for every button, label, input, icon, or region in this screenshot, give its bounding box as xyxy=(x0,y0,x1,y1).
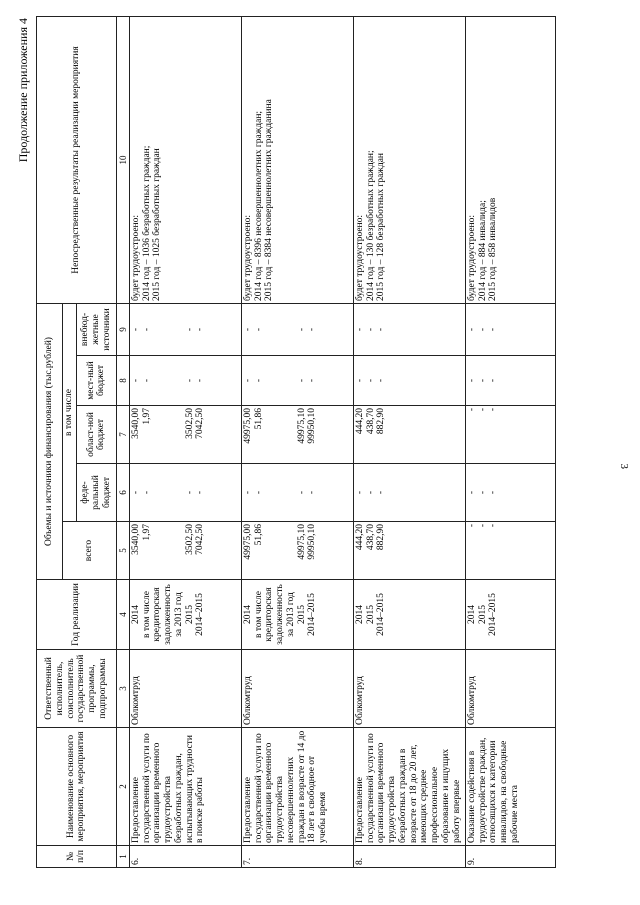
row-extra: - - - - xyxy=(241,303,353,355)
header-local: мест-ный бюджет xyxy=(76,356,116,406)
row-name: Оказание содействия в трудоустройстве граждан, относящихся к категории инвалидов, на свободные рабочие места xyxy=(465,728,555,846)
row-regional: - - - xyxy=(465,406,555,464)
program-table xyxy=(36,16,556,868)
col-number: 10 xyxy=(116,16,129,303)
header-total: всего xyxy=(63,522,117,580)
row-regional: 3540,00 1,97 3502,50 7042,50 xyxy=(129,406,241,464)
row-extra: - - - xyxy=(353,303,465,355)
header-results: Непосредственные результаты реализации мероприятия xyxy=(37,16,117,303)
row-total: 444,20 438,70 882,90 xyxy=(353,522,465,580)
row-local: - - - - xyxy=(129,356,241,406)
table-row xyxy=(353,16,465,867)
header-name: Наименование основного мероприятия, мероприятия xyxy=(37,728,117,846)
row-num: 7. xyxy=(241,846,353,868)
row-total: - - - xyxy=(465,522,555,580)
table-row xyxy=(241,16,353,867)
page-number: 3 xyxy=(618,463,630,469)
header-funding: Объемы и источники финансирования (тыс.рублей) xyxy=(37,303,63,579)
row-total: 3540,00 1,97 3502,50 7042,50 xyxy=(129,522,241,580)
row-name: Предоставление государственной услуги по организации временного трудоустройства безработных граждан в возрасте от 18 до 20 лет, имеющих среднее профессиональное образование и ищущих работу впервые xyxy=(353,728,465,846)
row-name: Предоставление государственной услуги по организации временного трудоустройства несовершеннолетних граждан в возрасте от 14 до 18 лет в свободное от учебы время xyxy=(241,728,353,846)
row-result: будет трудоустроено: 2014 год – 1036 безработных граждан; 2015 год – 1025 безработных граждан xyxy=(129,16,241,303)
row-num: 9. xyxy=(465,846,555,868)
row-local: - - - - xyxy=(241,356,353,406)
row-extra: - - - - xyxy=(129,303,241,355)
col-number: 3 xyxy=(116,650,129,728)
col-number: 6 xyxy=(116,464,129,522)
row-num: 8. xyxy=(353,846,465,868)
continuation-note: Продолжение приложения 4 xyxy=(16,18,30,163)
row-total: 49975,00 51,86 49975,10 99950,10 xyxy=(241,522,353,580)
col-number: 2 xyxy=(116,728,129,846)
col-number: 9 xyxy=(116,303,129,355)
row-result: будет трудоустроено: 2014 год – 8396 несовершеннолетних граждан; 2015 год – 8384 несовершеннолетних гражданина xyxy=(241,16,353,303)
row-regional: 49975,00 51,86 49975,10 99950,10 xyxy=(241,406,353,464)
header-num: № п/п xyxy=(37,846,117,868)
header-regional: област-ной бюджет xyxy=(76,406,116,464)
col-number: 4 xyxy=(116,580,129,650)
table-row xyxy=(465,16,555,867)
row-years: 2014 2015 2014–2015 xyxy=(465,580,555,650)
row-local: - - - xyxy=(465,356,555,406)
col-number: 8 xyxy=(116,356,129,406)
col-number: 1 xyxy=(116,846,129,868)
header-extrabudget: внебюд-жетные источники xyxy=(76,303,116,355)
row-years: 2014 в том числе кредиторская задолженность за 2013 год 2015 2014–2015 xyxy=(241,580,353,650)
row-result: будет трудоустроено: 2014 год – 130 безработных граждан; 2015 год – 128 безработных граждан xyxy=(353,16,465,303)
row-name: Предоставление государственной услуги по организации временного трудоустройства безработных граждан, испытывающих трудности в поиске работы xyxy=(129,728,241,846)
row-years: 2014 2015 2014–2015 xyxy=(353,580,465,650)
row-executor: Облкомтруд xyxy=(353,650,465,728)
row-years: 2014 в том числе кредиторская задолженность за 2013 год 2015 2014–2015 xyxy=(129,580,241,650)
row-federal: - - - - xyxy=(241,464,353,522)
row-regional: 444,20 438,70 882,90 xyxy=(353,406,465,464)
row-executor: Облкомтруд xyxy=(465,650,555,728)
row-executor: Облкомтруд xyxy=(129,650,241,728)
header-federal: феде-ральный бюджет xyxy=(76,464,116,522)
header-executor: Ответственный исполнитель, соисполнитель государственной программы, подпрограммы xyxy=(37,650,117,728)
row-federal: - - - - xyxy=(129,464,241,522)
col-number: 7 xyxy=(116,406,129,464)
row-local: - - - xyxy=(353,356,465,406)
col-number: 5 xyxy=(116,522,129,580)
row-extra: - - - xyxy=(465,303,555,355)
table-row xyxy=(129,16,241,867)
row-federal: - - - xyxy=(353,464,465,522)
row-num: 6. xyxy=(129,846,241,868)
header-year: Год реализации xyxy=(37,580,117,650)
row-result: будет трудоустроено: 2014 год – 884 инвалида; 2015 год – 858 инвалидов xyxy=(465,16,555,303)
row-federal: - - - xyxy=(465,464,555,522)
header-in-that-number: в том числе xyxy=(63,303,77,521)
row-executor: Облкомтруд xyxy=(241,650,353,728)
